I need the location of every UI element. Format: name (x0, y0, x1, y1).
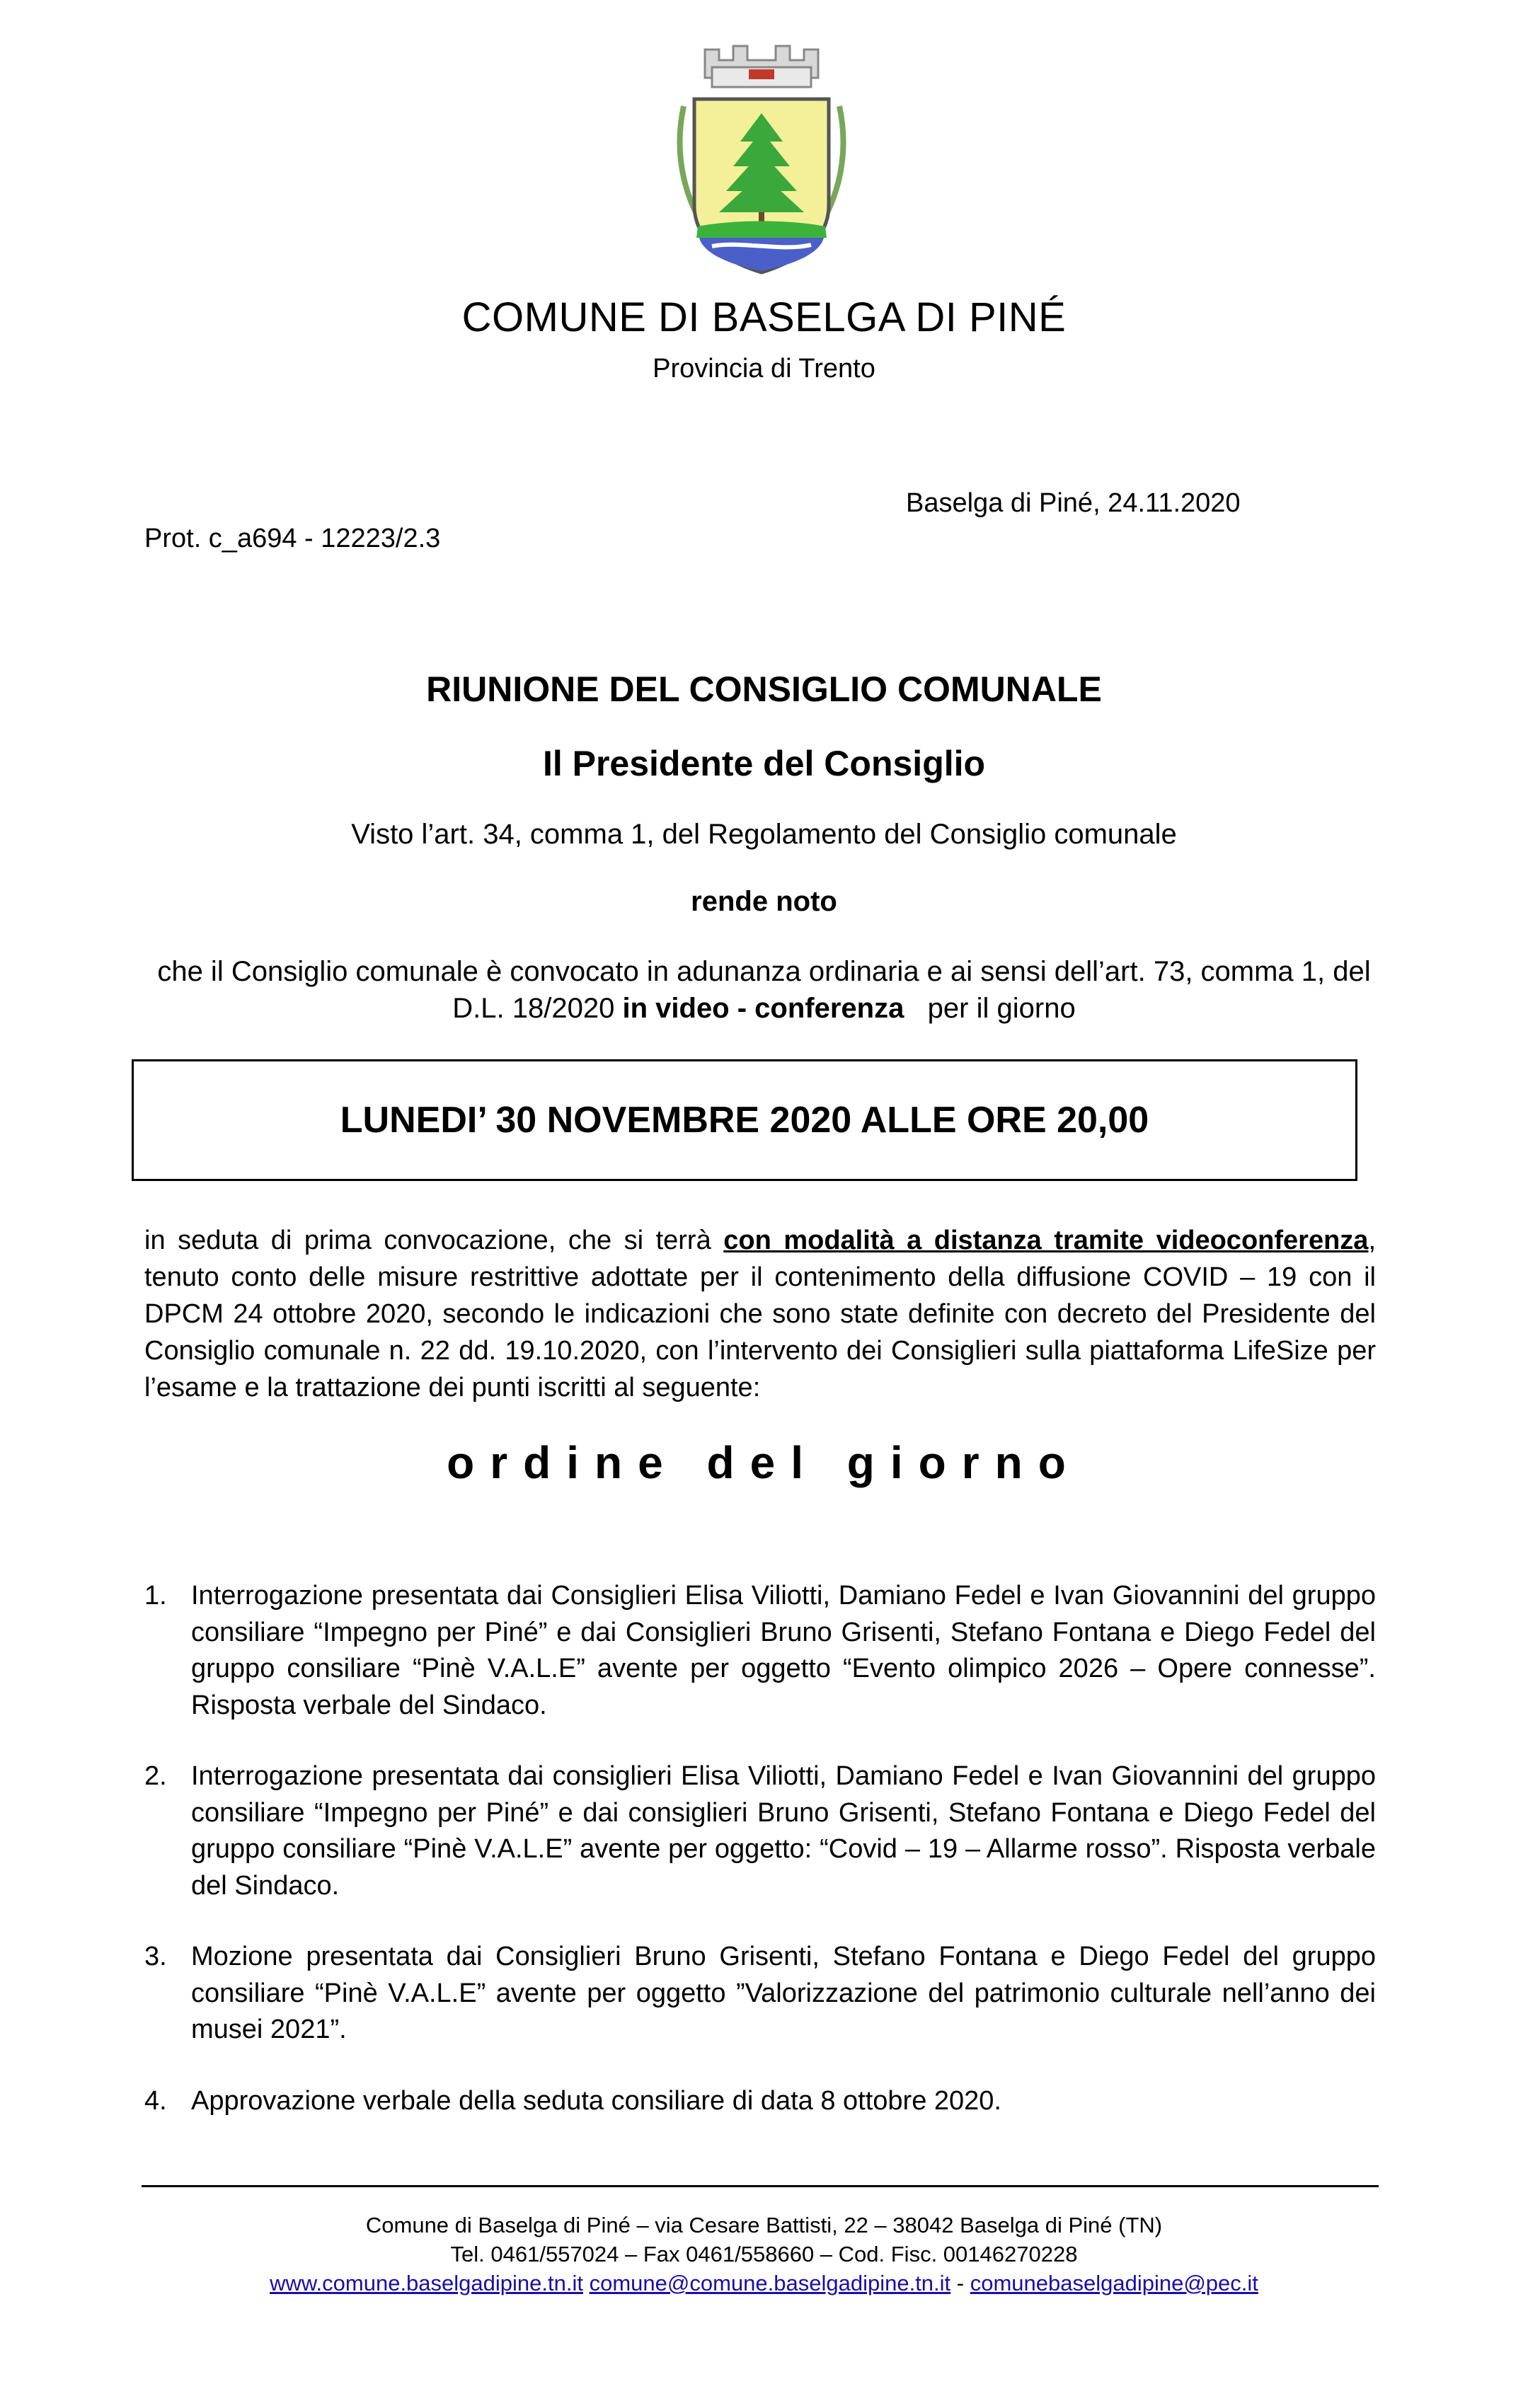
presidente-heading: Il Presidente del Consiglio (542, 744, 986, 783)
meeting-date: LUNEDI’ 30 NOVEMBRE 2020 ALLE ORE 20,00 (340, 1100, 1149, 1141)
agenda-item (144, 1578, 1376, 1724)
agenda-heading: ordine del giorno (447, 1437, 1081, 1488)
agenda-item (144, 2083, 1376, 2120)
rende-noto-heading: rende noto (691, 886, 837, 917)
agenda-item-text: Interrogazione presentata dai Consiglieri Elisa Viliotti, Damiano Fedel e Ivan Giovannini del gruppo consiliare “Impegno per Piné” e dai Consiglieri Bruno Grisenti, Stefano Fontana e Diego Fedel del gruppo consiliare “Pinè V.A.L.E” avente per oggetto “Evento olimpico 2026 – Opere connesse”. Risposta verbale del Sindaco. (191, 1581, 1376, 1720)
protocol-number: Prot. c_a694 - 12223/2.3 (144, 524, 441, 553)
agenda-item-number: 4. (144, 2086, 167, 2116)
remote-mode-label: con modalità a distanza tramite videoconferenza (723, 1226, 1369, 1255)
link-separator: - (950, 2271, 970, 2295)
convocation-paragraph (142, 953, 1386, 1027)
agenda-item-number: 2. (144, 1761, 167, 1791)
session-text-end: , tenuto conto delle misure restrittive adottate per il contenimento della diffusione COVID – 19 con il DPCM 24 ottobre 2020, secondo le indicazioni che sono state definite con decreto del Presidente del Consiglio comunale n. 22 dd. 19.10.2020, con l’intervento dei Consiglieri sulla piattaforma LifeSize per l’esame e la trattazione dei punti iscritti al seguente: (144, 1226, 1376, 1402)
website-link[interactable]: www.comune.baselgadipine.tn.it (270, 2271, 583, 2295)
email-link[interactable]: comune@comune.baselgadipine.tn.it (589, 2271, 951, 2295)
agenda-item-text: Mozione presentata dai Consiglieri Bruno Grisenti, Stefano Fontana e Diego Fedel del gruppo consiliare “Pinè V.A.L.E” avente per oggetto ”Valorizzazione del patrimonio culturale nell’anno dei musei 2021”. (191, 1942, 1376, 2044)
province-name: Provincia di Trento (653, 354, 875, 384)
convocation-day-text: per il giorno (904, 993, 1076, 1024)
footer-links (0, 2269, 1528, 2298)
place-and-date: Baselga di Piné, 24.11.2020 (906, 488, 1241, 518)
agenda-item-number: 1. (144, 1581, 167, 1611)
agenda-item (144, 1758, 1376, 1904)
meeting-date-box (132, 1059, 1357, 1181)
notice-title: RIUNIONE DEL CONSIGLIO COMUNALE (426, 669, 1102, 709)
footer-address: Comune di Baselga di Piné – via Cesare Battisti, 22 – 38042 Baselga di Piné (TN) (365, 2213, 1163, 2237)
municipality-name: COMUNE DI BASELGA DI PINÉ (461, 294, 1067, 340)
session-text-start: in seduta di prima convocazione, che si terrà (144, 1226, 724, 1255)
convocation-text: che il Consiglio comunale è convocato in adunanza ordinaria e ai sensi dell’art. 73, comma 1, del D.L. 18/2020 (157, 956, 1371, 1024)
agenda-item-text: Approvazione verbale della seduta consiliare di data 8 ottobre 2020. (191, 2086, 1001, 2116)
video-conference-label: in video - conferenza (622, 993, 904, 1024)
visto-paragraph: Visto l’art. 34, comma 1, del Regolamento del Consiglio comunale (351, 819, 1177, 850)
agenda-item-number: 3. (144, 1942, 167, 1971)
pec-link[interactable]: comunebaselgadipine@pec.it (970, 2271, 1258, 2295)
agenda-item (144, 1939, 1376, 2049)
footer-divider (142, 2185, 1379, 2187)
municipal-crest-icon (670, 28, 854, 283)
agenda-item-text: Interrogazione presentata dai consiglieri Elisa Viliotti, Damiano Fedel e Ivan Giovannini del gruppo consiliare “Impegno per Piné” e dai consiglieri Bruno Grisenti, Stefano Fontana e Diego Fedel del gruppo consiliare “Pinè V.A.L.E” avente per oggetto: “Covid – 19 – Allarme rosso”. Risposta verbale del Sindaco. (191, 1761, 1376, 1901)
session-paragraph (144, 1222, 1376, 1406)
footer-contacts: Tel. 0461/557024 – Fax 0461/558660 – Cod. Fisc. 00146270228 (450, 2242, 1078, 2266)
